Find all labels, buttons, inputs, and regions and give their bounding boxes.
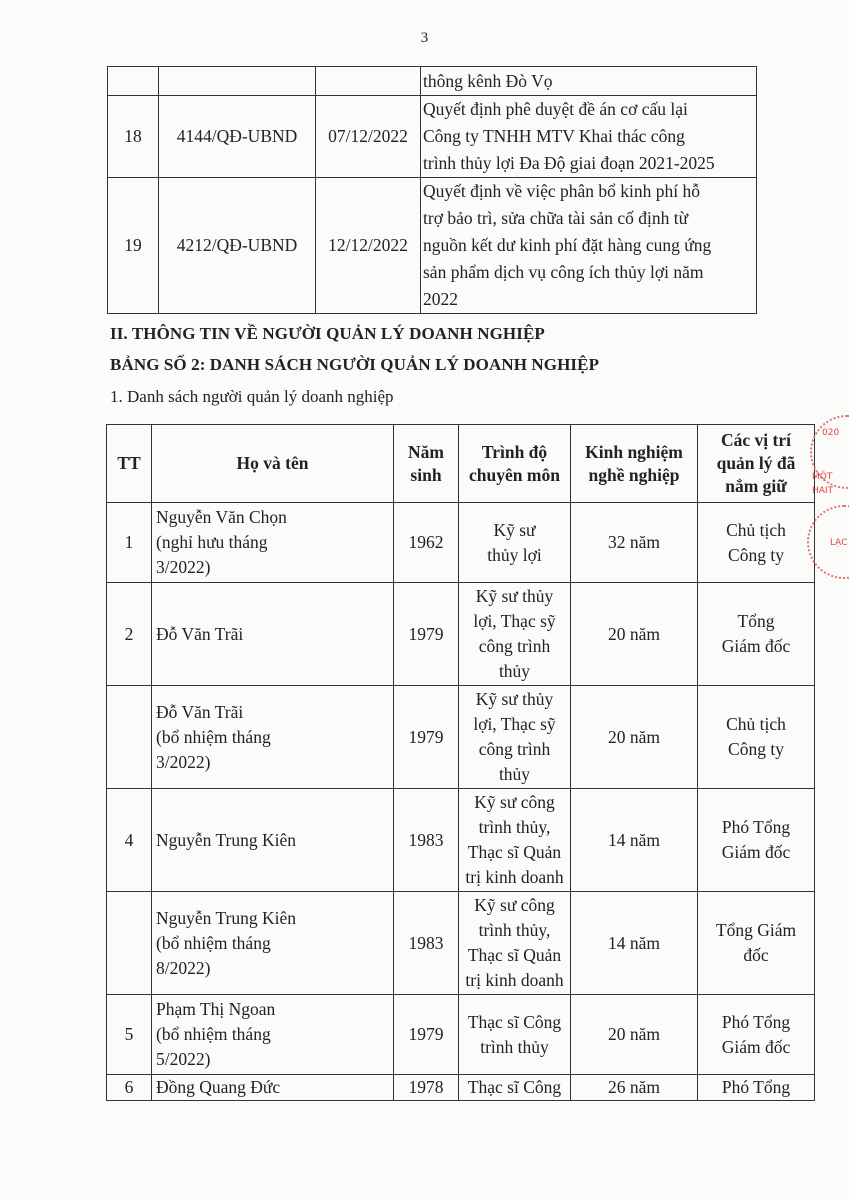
qualification-cell: Thạc sĩ Công bbox=[459, 1075, 571, 1101]
date-cell bbox=[316, 67, 421, 96]
seal-text: MỘT bbox=[812, 472, 833, 482]
content-line: Quyết định phê duyệt đề án cơ cấu lại bbox=[423, 99, 688, 119]
name-cell: Đỗ Văn Trãi bbox=[152, 583, 394, 686]
qualification-cell: Kỹ sư công trình thủy, Thạc sĩ Quản trị kinh doanh bbox=[459, 892, 571, 995]
position-cell: Phó Tổng Giám đốc bbox=[698, 995, 815, 1075]
list-subtitle: 1. Danh sách người quản lý doanh nghiệp bbox=[110, 387, 394, 406]
qualification-cell: Kỹ sư công trình thủy, Thạc sĩ Quản trị kinh doanh bbox=[459, 789, 571, 892]
qualification-cell: Kỹ sư thủy lợi, Thạc sỹ công trình thủy bbox=[459, 686, 571, 789]
table-row bbox=[108, 96, 757, 178]
experience-cell: 26 năm bbox=[571, 1075, 698, 1101]
table-heading: BẢNG SỐ 2: DANH SÁCH NGƯỜI QUẢN LÝ DOANH NGHIỆP bbox=[110, 355, 600, 374]
table-row bbox=[108, 67, 757, 96]
content-cell bbox=[421, 67, 757, 96]
name-cell: Nguyễn Trung Kiên (bổ nhiệm tháng 8/2022) bbox=[152, 892, 394, 995]
decision-number-cell: 4212/QĐ-UBND bbox=[159, 178, 316, 314]
date-cell: 07/12/2022 bbox=[316, 96, 421, 178]
experience-cell: 20 năm bbox=[571, 583, 698, 686]
header-positions: Các vị trí quản lý đã nắm giữ bbox=[698, 425, 815, 503]
table-row bbox=[107, 583, 815, 686]
decision-number-cell bbox=[159, 67, 316, 96]
seal-text: LẠC bbox=[830, 538, 848, 548]
experience-cell: 20 năm bbox=[571, 686, 698, 789]
tt-cell bbox=[107, 686, 152, 789]
experience-cell: 14 năm bbox=[571, 789, 698, 892]
decision-number-cell: 4144/QĐ-UBND bbox=[159, 96, 316, 178]
name-cell: Phạm Thị Ngoan (bổ nhiệm tháng 5/2022) bbox=[152, 995, 394, 1075]
table-row bbox=[107, 789, 815, 892]
tt-cell: 18 bbox=[108, 96, 159, 178]
birth-year-cell: 1983 bbox=[394, 789, 459, 892]
header-experience: Kinh nghiệm nghề nghiệp bbox=[571, 425, 698, 503]
content-cell bbox=[421, 96, 757, 178]
position-cell: Phó Tổng bbox=[698, 1075, 815, 1101]
tt-cell: 19 bbox=[108, 178, 159, 314]
birth-year-cell: 1979 bbox=[394, 686, 459, 789]
name-cell: Đồng Quang Đức bbox=[152, 1075, 394, 1101]
tt-cell bbox=[107, 892, 152, 995]
content-line: thông kênh Đò Vọ bbox=[423, 70, 553, 91]
birth-year-cell: 1983 bbox=[394, 892, 459, 995]
seal-text: 020 bbox=[822, 428, 840, 438]
table-row bbox=[107, 995, 815, 1075]
table-row bbox=[107, 686, 815, 789]
decision-table bbox=[107, 66, 757, 314]
birth-year-cell: 1962 bbox=[394, 503, 459, 583]
position-cell: Tổng Giám đốc bbox=[698, 892, 815, 995]
content-line: trợ bảo trì, sửa chữa tài sản cố định từ bbox=[423, 208, 689, 228]
content-line: 2022 bbox=[423, 289, 458, 309]
table-row bbox=[108, 178, 757, 314]
tt-cell: 4 bbox=[107, 789, 152, 892]
name-cell: Nguyễn Trung Kiên bbox=[152, 789, 394, 892]
section-heading: II. THÔNG TIN VỀ NGƯỜI QUẢN LÝ DOANH NGHIỆP bbox=[110, 324, 545, 343]
name-cell: Nguyễn Văn Chọn (nghỉ hưu tháng 3/2022) bbox=[152, 503, 394, 583]
table-row bbox=[107, 503, 815, 583]
content-cell bbox=[421, 178, 757, 314]
red-seal-stamp bbox=[802, 410, 849, 570]
tt-cell: 1 bbox=[107, 503, 152, 583]
seal-text: HAIT bbox=[812, 486, 834, 496]
qualification-cell: Thạc sĩ Công trình thủy bbox=[459, 995, 571, 1075]
header-tt: TT bbox=[107, 425, 152, 503]
experience-cell: 20 năm bbox=[571, 995, 698, 1075]
content-line: sản phẩm dịch vụ công ích thủy lợi năm bbox=[423, 262, 704, 282]
content-line: nguồn kết dư kinh phí đặt hàng cung ứng bbox=[423, 235, 712, 255]
header-name: Họ và tên bbox=[152, 425, 394, 503]
header-row bbox=[107, 425, 815, 503]
position-cell: Chủ tịch Công ty bbox=[698, 503, 815, 583]
position-cell: Phó Tổng Giám đốc bbox=[698, 789, 815, 892]
position-cell: Tổng Giám đốc bbox=[698, 583, 815, 686]
content-line: trình thủy lợi Đa Độ giai đoạn 2021-2025 bbox=[423, 153, 715, 173]
tt-cell: 5 bbox=[107, 995, 152, 1075]
position-cell: Chủ tịch Công ty bbox=[698, 686, 815, 789]
tt-cell bbox=[108, 67, 159, 96]
birth-year-cell: 1979 bbox=[394, 995, 459, 1075]
table-row bbox=[107, 1075, 815, 1101]
birth-year-cell: 1978 bbox=[394, 1075, 459, 1101]
name-cell: Đỗ Văn Trãi (bổ nhiệm tháng 3/2022) bbox=[152, 686, 394, 789]
table-row bbox=[107, 892, 815, 995]
header-qualification: Trình độ chuyên môn bbox=[459, 425, 571, 503]
date-cell: 12/12/2022 bbox=[316, 178, 421, 314]
page-number: 3 bbox=[420, 30, 429, 46]
content-line: Quyết định về việc phân bổ kinh phí hỗ bbox=[423, 181, 701, 201]
manager-table bbox=[106, 424, 815, 1101]
content-line: Công ty TNHH MTV Khai thác công bbox=[423, 126, 685, 146]
qualification-cell: Kỹ sư thủy lợi, Thạc sỹ công trình thủy bbox=[459, 583, 571, 686]
experience-cell: 32 năm bbox=[571, 503, 698, 583]
header-birth-year: Năm sinh bbox=[394, 425, 459, 503]
tt-cell: 6 bbox=[107, 1075, 152, 1101]
birth-year-cell: 1979 bbox=[394, 583, 459, 686]
experience-cell: 14 năm bbox=[571, 892, 698, 995]
qualification-cell: Kỹ sư thủy lợi bbox=[459, 503, 571, 583]
tt-cell: 2 bbox=[107, 583, 152, 686]
